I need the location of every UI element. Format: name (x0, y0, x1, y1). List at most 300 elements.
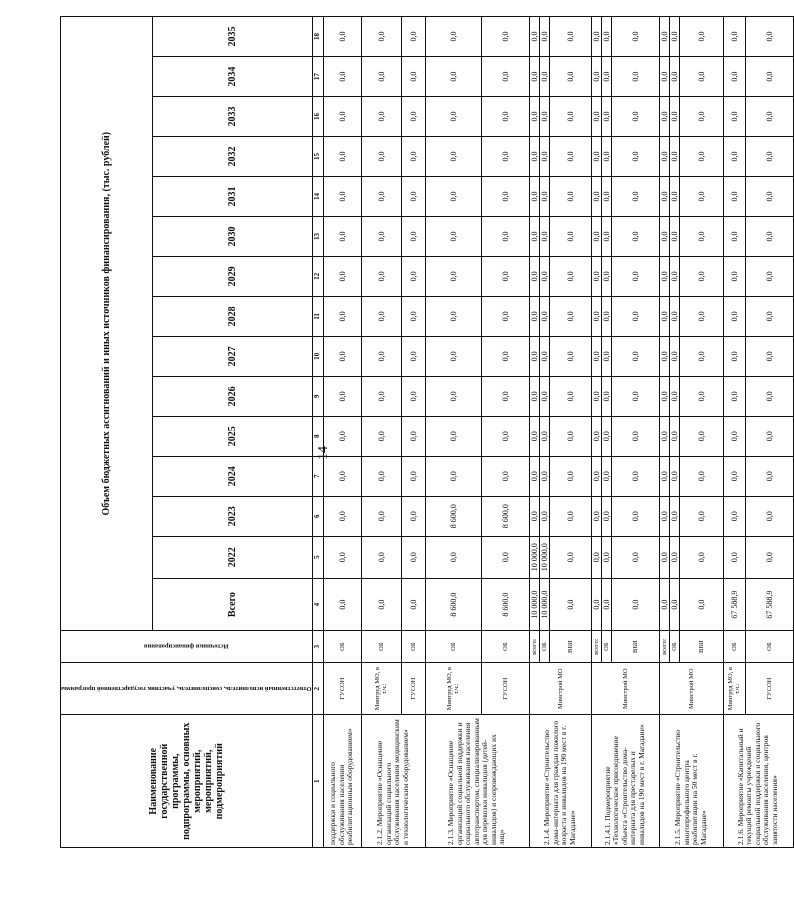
row-total-value: 0,0 (323, 578, 361, 631)
page-number: 14 (316, 446, 331, 460)
row-year-value: 0,0 (323, 336, 361, 376)
row-year-value: 0,0 (723, 216, 745, 256)
row-year-value: 0,0 (723, 376, 745, 416)
row-year-value: 0,0 (679, 336, 723, 376)
row-year-value: 0,0 (659, 536, 669, 578)
row-year-value: 0,0 (401, 456, 425, 496)
column-number: 4 (312, 578, 323, 631)
column-number: 18 (312, 17, 323, 57)
header-year: 2032 (153, 137, 312, 177)
row-year-value: 0,0 (611, 536, 659, 578)
row-year-value: 0,0 (481, 17, 529, 57)
table-row (323, 17, 361, 848)
row-year-value: 0,0 (601, 97, 611, 137)
row-year-value: 0,0 (745, 256, 793, 296)
row-year-value: 0,0 (745, 57, 793, 97)
row-year-value: 0,0 (361, 256, 401, 296)
row-year-value: 0,0 (679, 17, 723, 57)
row-year-value: 0,0 (611, 57, 659, 97)
column-number: 13 (312, 216, 323, 256)
row-year-value: 0,0 (323, 376, 361, 416)
column-number: 5 (312, 536, 323, 578)
row-year-value: 0,0 (529, 97, 539, 137)
row-year-value: 0,0 (481, 296, 529, 336)
header-year: 2022 (153, 536, 312, 578)
row-year-value: 0,0 (679, 536, 723, 578)
row-year-value: 0,0 (323, 216, 361, 256)
row-year-value: 0,0 (539, 336, 549, 376)
row-year-value: 0,0 (401, 216, 425, 256)
row-year-value: 0,0 (539, 97, 549, 137)
row-year-value: 0,0 (679, 216, 723, 256)
row-responsible: ГУСОН (323, 662, 361, 715)
row-year-value: 0,0 (323, 177, 361, 217)
row-year-value: 0,0 (601, 57, 611, 97)
row-year-value: 0,0 (601, 456, 611, 496)
column-number: 14 (312, 177, 323, 217)
row-year-value: 0,0 (529, 256, 539, 296)
row-year-value: 0,0 (401, 17, 425, 57)
row-year-value: 0,0 (481, 336, 529, 376)
row-year-value: 0,0 (425, 216, 481, 256)
row-year-value: 0,0 (401, 536, 425, 578)
row-year-value: 0,0 (549, 416, 591, 456)
row-year-value: 0,0 (361, 416, 401, 456)
row-total-value: 67 588,9 (723, 578, 745, 631)
row-year-value: 0,0 (669, 137, 679, 177)
row-year-value: 8 600,0 (481, 496, 529, 536)
row-year-value: 0,0 (481, 456, 529, 496)
row-year-value: 0,0 (745, 17, 793, 57)
row-year-value: 0,0 (323, 496, 361, 536)
table-row (361, 17, 401, 848)
row-year-value: 0,0 (549, 17, 591, 57)
row-year-value: 0,0 (601, 216, 611, 256)
header-name: Наименование государственной программы, подпрограммы, основных мероприятий, мероприятий, подмероприятий (61, 715, 313, 848)
row-source: ВБИ (679, 631, 723, 663)
row-responsible: ГУСОН (401, 662, 425, 715)
header-funding-title: Объем бюджетных ассигнований и иных источников финансирования, (тыс. рублей) (61, 17, 153, 631)
row-source: ОБ (669, 631, 679, 663)
row-year-value: 0,0 (481, 177, 529, 217)
row-source: ОБ (323, 631, 361, 663)
column-number: 11 (312, 296, 323, 336)
column-number: 16 (312, 97, 323, 137)
row-year-value: 0,0 (611, 17, 659, 57)
header-year: 2030 (153, 216, 312, 256)
row-responsible: ГУСОН (481, 662, 529, 715)
row-total-value: 0,0 (659, 578, 669, 631)
row-year-value: 0,0 (659, 296, 669, 336)
row-year-value: 0,0 (679, 376, 723, 416)
row-total-value: 0,0 (611, 578, 659, 631)
row-year-value: 0,0 (723, 496, 745, 536)
row-year-value: 0,0 (549, 336, 591, 376)
row-total-value: 0,0 (591, 578, 601, 631)
row-year-value: 0,0 (425, 137, 481, 177)
row-year-value: 0,0 (591, 177, 601, 217)
row-year-value: 0,0 (481, 416, 529, 456)
row-year-value: 0,0 (529, 336, 539, 376)
row-total-value: 8 600,0 (425, 578, 481, 631)
row-name: 2.1.3. Мероприятие «Оснащение организаций социальной поддержки и социального обслуживания населения автотранспортом, специализированным для перевозки инвалидов (детей-инвалидов) и сопровождающих их лиц» (425, 715, 529, 848)
row-total-value: 0,0 (679, 578, 723, 631)
row-name: поддержки и социального обслуживания населения реабилитационным оборудованием» (323, 715, 361, 848)
row-year-value: 0,0 (529, 17, 539, 57)
row-year-value: 0,0 (591, 416, 601, 456)
row-year-value: 0,0 (745, 496, 793, 536)
row-year-value: 0,0 (601, 17, 611, 57)
row-year-value: 0,0 (323, 17, 361, 57)
row-year-value: 0,0 (659, 177, 669, 217)
column-number: 8 (312, 416, 323, 456)
row-year-value: 0,0 (723, 536, 745, 578)
row-year-value: 0,0 (529, 216, 539, 256)
row-year-value: 0,0 (361, 137, 401, 177)
row-year-value: 0,0 (539, 496, 549, 536)
row-year-value: 0,0 (611, 137, 659, 177)
row-year-value: 0,0 (591, 256, 601, 296)
header-year: 2035 (153, 17, 312, 57)
row-total-value: 0,0 (601, 578, 611, 631)
row-responsible: Минтруд МО, в т.ч.: (425, 662, 481, 715)
row-year-value: 0,0 (425, 416, 481, 456)
row-responsible: Минстрой МО (529, 662, 591, 715)
row-year-value: 0,0 (659, 97, 669, 137)
row-source: ОБ (481, 631, 529, 663)
row-year-value: 0,0 (669, 416, 679, 456)
row-year-value: 0,0 (323, 456, 361, 496)
row-source: ОБ (361, 631, 401, 663)
row-year-value: 0,0 (611, 376, 659, 416)
column-number: 3 (312, 631, 323, 663)
row-year-value: 0,0 (611, 496, 659, 536)
row-year-value: 0,0 (745, 97, 793, 137)
row-year-value: 0,0 (611, 336, 659, 376)
row-year-value: 0,0 (591, 376, 601, 416)
table-row (425, 17, 481, 848)
row-year-value: 0,0 (723, 336, 745, 376)
row-year-value: 0,0 (723, 296, 745, 336)
row-year-value: 0,0 (611, 456, 659, 496)
rotated-table-container (60, 16, 779, 848)
row-year-value: 0,0 (745, 336, 793, 376)
row-year-value: 0,0 (611, 416, 659, 456)
row-year-value: 0,0 (723, 97, 745, 137)
row-year-value: 0,0 (723, 416, 745, 456)
column-number: 17 (312, 57, 323, 97)
row-year-value: 0,0 (323, 97, 361, 137)
row-year-value: 0,0 (425, 57, 481, 97)
row-year-value: 0,0 (481, 57, 529, 97)
row-year-value: 0,0 (425, 97, 481, 137)
row-year-value: 0,0 (601, 496, 611, 536)
header-total: Всего (153, 578, 312, 631)
row-year-value: 0,0 (481, 97, 529, 137)
row-year-value: 0,0 (401, 177, 425, 217)
row-year-value: 0,0 (659, 456, 669, 496)
row-year-value: 0,0 (679, 416, 723, 456)
row-year-value: 0,0 (745, 416, 793, 456)
row-year-value: 0,0 (591, 216, 601, 256)
row-source: ОБ (401, 631, 425, 663)
column-number: 9 (312, 376, 323, 416)
row-year-value: 0,0 (361, 456, 401, 496)
row-year-value: 0,0 (323, 416, 361, 456)
row-name: 2.1.4. Мероприятие «Строительство дома-интерната для граждан пожилого возраста и инвалидов на 190 мест в г. Магадане» (529, 715, 591, 848)
row-year-value: 0,0 (361, 296, 401, 336)
row-year-value: 0,0 (723, 137, 745, 177)
row-year-value: 0,0 (601, 376, 611, 416)
column-number: 15 (312, 137, 323, 177)
row-year-value: 0,0 (529, 416, 539, 456)
row-source: всего: (659, 631, 669, 663)
column-number: 1 (312, 715, 323, 848)
row-source: ОБ (539, 631, 549, 663)
row-name: 2.1.2. Мероприятие «Оснащение организаций социального обслуживания населения медицинским и технологическим оборудованием» (361, 715, 425, 848)
header-responsible: Ответственный исполнитель, соисполнитель, участник государственной программы (61, 662, 313, 715)
column-number: 12 (312, 256, 323, 296)
row-year-value: 0,0 (549, 97, 591, 137)
row-year-value: 0,0 (425, 17, 481, 57)
row-year-value: 0,0 (659, 137, 669, 177)
row-source: ОБ (601, 631, 611, 663)
header-year: 2034 (153, 57, 312, 97)
row-year-value: 0,0 (425, 376, 481, 416)
row-year-value: 0,0 (601, 296, 611, 336)
row-year-value: 0,0 (539, 256, 549, 296)
row-year-value: 0,0 (591, 496, 601, 536)
row-year-value: 0,0 (745, 536, 793, 578)
row-year-value: 0,0 (481, 536, 529, 578)
row-year-value: 0,0 (401, 57, 425, 97)
header-year: 2025 (153, 416, 312, 456)
row-year-value: 0,0 (481, 256, 529, 296)
row-year-value: 0,0 (529, 456, 539, 496)
row-year-value: 0,0 (361, 97, 401, 137)
table-row (723, 17, 745, 848)
row-year-value: 0,0 (323, 57, 361, 97)
row-year-value: 0,0 (425, 177, 481, 217)
row-year-value: 0,0 (723, 57, 745, 97)
row-source: ОБ (745, 631, 793, 663)
row-year-value: 0,0 (323, 296, 361, 336)
table-row (659, 17, 669, 848)
row-year-value: 0,0 (745, 456, 793, 496)
row-year-value: 0,0 (659, 496, 669, 536)
row-source: ОБ (425, 631, 481, 663)
row-total-value: 10 000,0 (539, 578, 549, 631)
row-year-value: 0,0 (659, 416, 669, 456)
row-year-value: 0,0 (529, 296, 539, 336)
row-year-value: 0,0 (549, 216, 591, 256)
row-year-value: 0,0 (591, 456, 601, 496)
row-responsible: Минтруд МО, в т.ч.: (361, 662, 401, 715)
row-year-value: 0,0 (425, 296, 481, 336)
row-total-value: 67 588,9 (745, 578, 793, 631)
row-year-value: 0,0 (601, 137, 611, 177)
row-total-value: 8 600,0 (481, 578, 529, 631)
row-source: ОБ (723, 631, 745, 663)
row-responsible: ГУСОН (745, 662, 793, 715)
row-year-value: 0,0 (669, 456, 679, 496)
row-source: всего: (591, 631, 601, 663)
row-year-value: 0,0 (549, 496, 591, 536)
row-year-value: 0,0 (529, 137, 539, 177)
row-year-value: 0,0 (401, 336, 425, 376)
row-year-value: 0,0 (659, 216, 669, 256)
row-year-value: 0,0 (611, 296, 659, 336)
header-source: Источники финансирования (61, 631, 313, 663)
row-year-value: 0,0 (361, 536, 401, 578)
row-responsible: Минстрой МО (659, 662, 723, 715)
row-year-value: 0,0 (679, 97, 723, 137)
row-year-value: 0,0 (425, 336, 481, 376)
row-year-value: 0,0 (481, 376, 529, 416)
row-year-value: 0,0 (549, 456, 591, 496)
row-year-value: 0,0 (539, 416, 549, 456)
row-year-value: 0,0 (679, 456, 723, 496)
header-year: 2031 (153, 177, 312, 217)
row-responsible: Минтруд МО, в т.ч.: (723, 662, 745, 715)
row-year-value: 0,0 (669, 177, 679, 217)
row-name: 2.1.6. Мероприятие «Капитальный и текущий ремонты учреждений социальной поддержки и социального обслуживания населения, центров занятости населения» (723, 715, 793, 848)
row-source: всего: (529, 631, 539, 663)
row-year-value: 0,0 (539, 456, 549, 496)
row-year-value: 0,0 (539, 177, 549, 217)
row-year-value: 0,0 (425, 256, 481, 296)
row-year-value: 0,0 (549, 177, 591, 217)
row-total-value: 10 000,0 (529, 578, 539, 631)
row-year-value: 0,0 (669, 296, 679, 336)
row-year-value: 0,0 (669, 496, 679, 536)
row-responsible: Минстрой МО (591, 662, 659, 715)
table-row (529, 17, 539, 848)
column-number: 6 (312, 496, 323, 536)
row-year-value: 0,0 (539, 216, 549, 256)
row-year-value: 0,0 (745, 216, 793, 256)
row-year-value: 0,0 (323, 137, 361, 177)
row-year-value: 0,0 (601, 416, 611, 456)
row-year-value: 0,0 (611, 216, 659, 256)
row-year-value: 0,0 (401, 296, 425, 336)
row-year-value: 0,0 (723, 456, 745, 496)
row-year-value: 0,0 (745, 177, 793, 217)
header-year: 2027 (153, 336, 312, 376)
row-year-value: 0,0 (539, 57, 549, 97)
row-year-value: 0,0 (669, 336, 679, 376)
row-year-value: 0,0 (679, 137, 723, 177)
row-year-value: 0,0 (659, 256, 669, 296)
row-year-value: 0,0 (481, 216, 529, 256)
row-year-value: 0,0 (669, 536, 679, 578)
row-year-value: 0,0 (529, 376, 539, 416)
row-year-value: 0,0 (323, 256, 361, 296)
row-year-value: 0,0 (659, 57, 669, 97)
row-year-value: 0,0 (549, 256, 591, 296)
row-year-value: 0,0 (361, 336, 401, 376)
row-year-value: 0,0 (601, 177, 611, 217)
row-year-value: 0,0 (539, 376, 549, 416)
row-year-value: 0,0 (745, 137, 793, 177)
row-year-value: 0,0 (401, 376, 425, 416)
row-year-value: 8 600,0 (425, 496, 481, 536)
row-total-value: 0,0 (669, 578, 679, 631)
table-row (591, 17, 601, 848)
header-year: 2023 (153, 496, 312, 536)
row-year-value: 0,0 (539, 137, 549, 177)
row-year-value: 10 000,0 (539, 536, 549, 578)
row-year-value: 0,0 (679, 256, 723, 296)
row-year-value: 0,0 (669, 97, 679, 137)
row-year-value: 0,0 (361, 216, 401, 256)
row-year-value: 0,0 (361, 177, 401, 217)
row-year-value: 0,0 (529, 57, 539, 97)
row-year-value: 0,0 (425, 456, 481, 496)
column-number: 10 (312, 336, 323, 376)
row-year-value: 0,0 (549, 137, 591, 177)
row-year-value: 0,0 (601, 256, 611, 296)
header-year: 2033 (153, 97, 312, 137)
row-year-value: 0,0 (591, 536, 601, 578)
row-year-value: 0,0 (529, 177, 539, 217)
row-year-value: 0,0 (659, 17, 669, 57)
row-year-value: 0,0 (401, 137, 425, 177)
header-year: 2024 (153, 456, 312, 496)
row-year-value: 0,0 (361, 496, 401, 536)
row-year-value: 0,0 (669, 17, 679, 57)
row-year-value: 0,0 (401, 256, 425, 296)
row-year-value: 0,0 (679, 177, 723, 217)
column-number: 7 (312, 456, 323, 496)
row-year-value: 0,0 (659, 336, 669, 376)
row-year-value: 0,0 (723, 177, 745, 217)
row-year-value: 0,0 (669, 256, 679, 296)
row-source: ВБИ (611, 631, 659, 663)
row-year-value: 0,0 (591, 17, 601, 57)
row-year-value: 0,0 (591, 336, 601, 376)
row-year-value: 0,0 (591, 97, 601, 137)
row-year-value: 0,0 (669, 57, 679, 97)
row-year-value: 0,0 (659, 376, 669, 416)
row-year-value: 0,0 (591, 296, 601, 336)
row-year-value: 0,0 (401, 97, 425, 137)
row-total-value: 0,0 (361, 578, 401, 631)
row-year-value: 0,0 (425, 536, 481, 578)
row-year-value: 0,0 (723, 17, 745, 57)
row-name: 2.1.5. Мероприятие «Строительство многопрофильного центра реабилитации на 50 мест в г. Магадане» (659, 715, 723, 848)
row-year-value: 0,0 (679, 57, 723, 97)
row-year-value: 0,0 (601, 536, 611, 578)
header-year: 2029 (153, 256, 312, 296)
row-total-value: 0,0 (549, 578, 591, 631)
row-year-value: 0,0 (323, 536, 361, 578)
row-year-value: 10 000,0 (529, 536, 539, 578)
row-total-value: 0,0 (401, 578, 425, 631)
row-year-value: 0,0 (539, 17, 549, 57)
row-year-value: 0,0 (591, 137, 601, 177)
row-year-value: 0,0 (361, 376, 401, 416)
row-year-value: 0,0 (549, 57, 591, 97)
row-year-value: 0,0 (669, 216, 679, 256)
row-year-value: 0,0 (549, 376, 591, 416)
row-source: ВБИ (549, 631, 591, 663)
row-year-value: 0,0 (601, 336, 611, 376)
row-year-value: 0,0 (679, 496, 723, 536)
row-year-value: 0,0 (481, 137, 529, 177)
financing-table (60, 16, 794, 848)
row-year-value: 0,0 (549, 296, 591, 336)
